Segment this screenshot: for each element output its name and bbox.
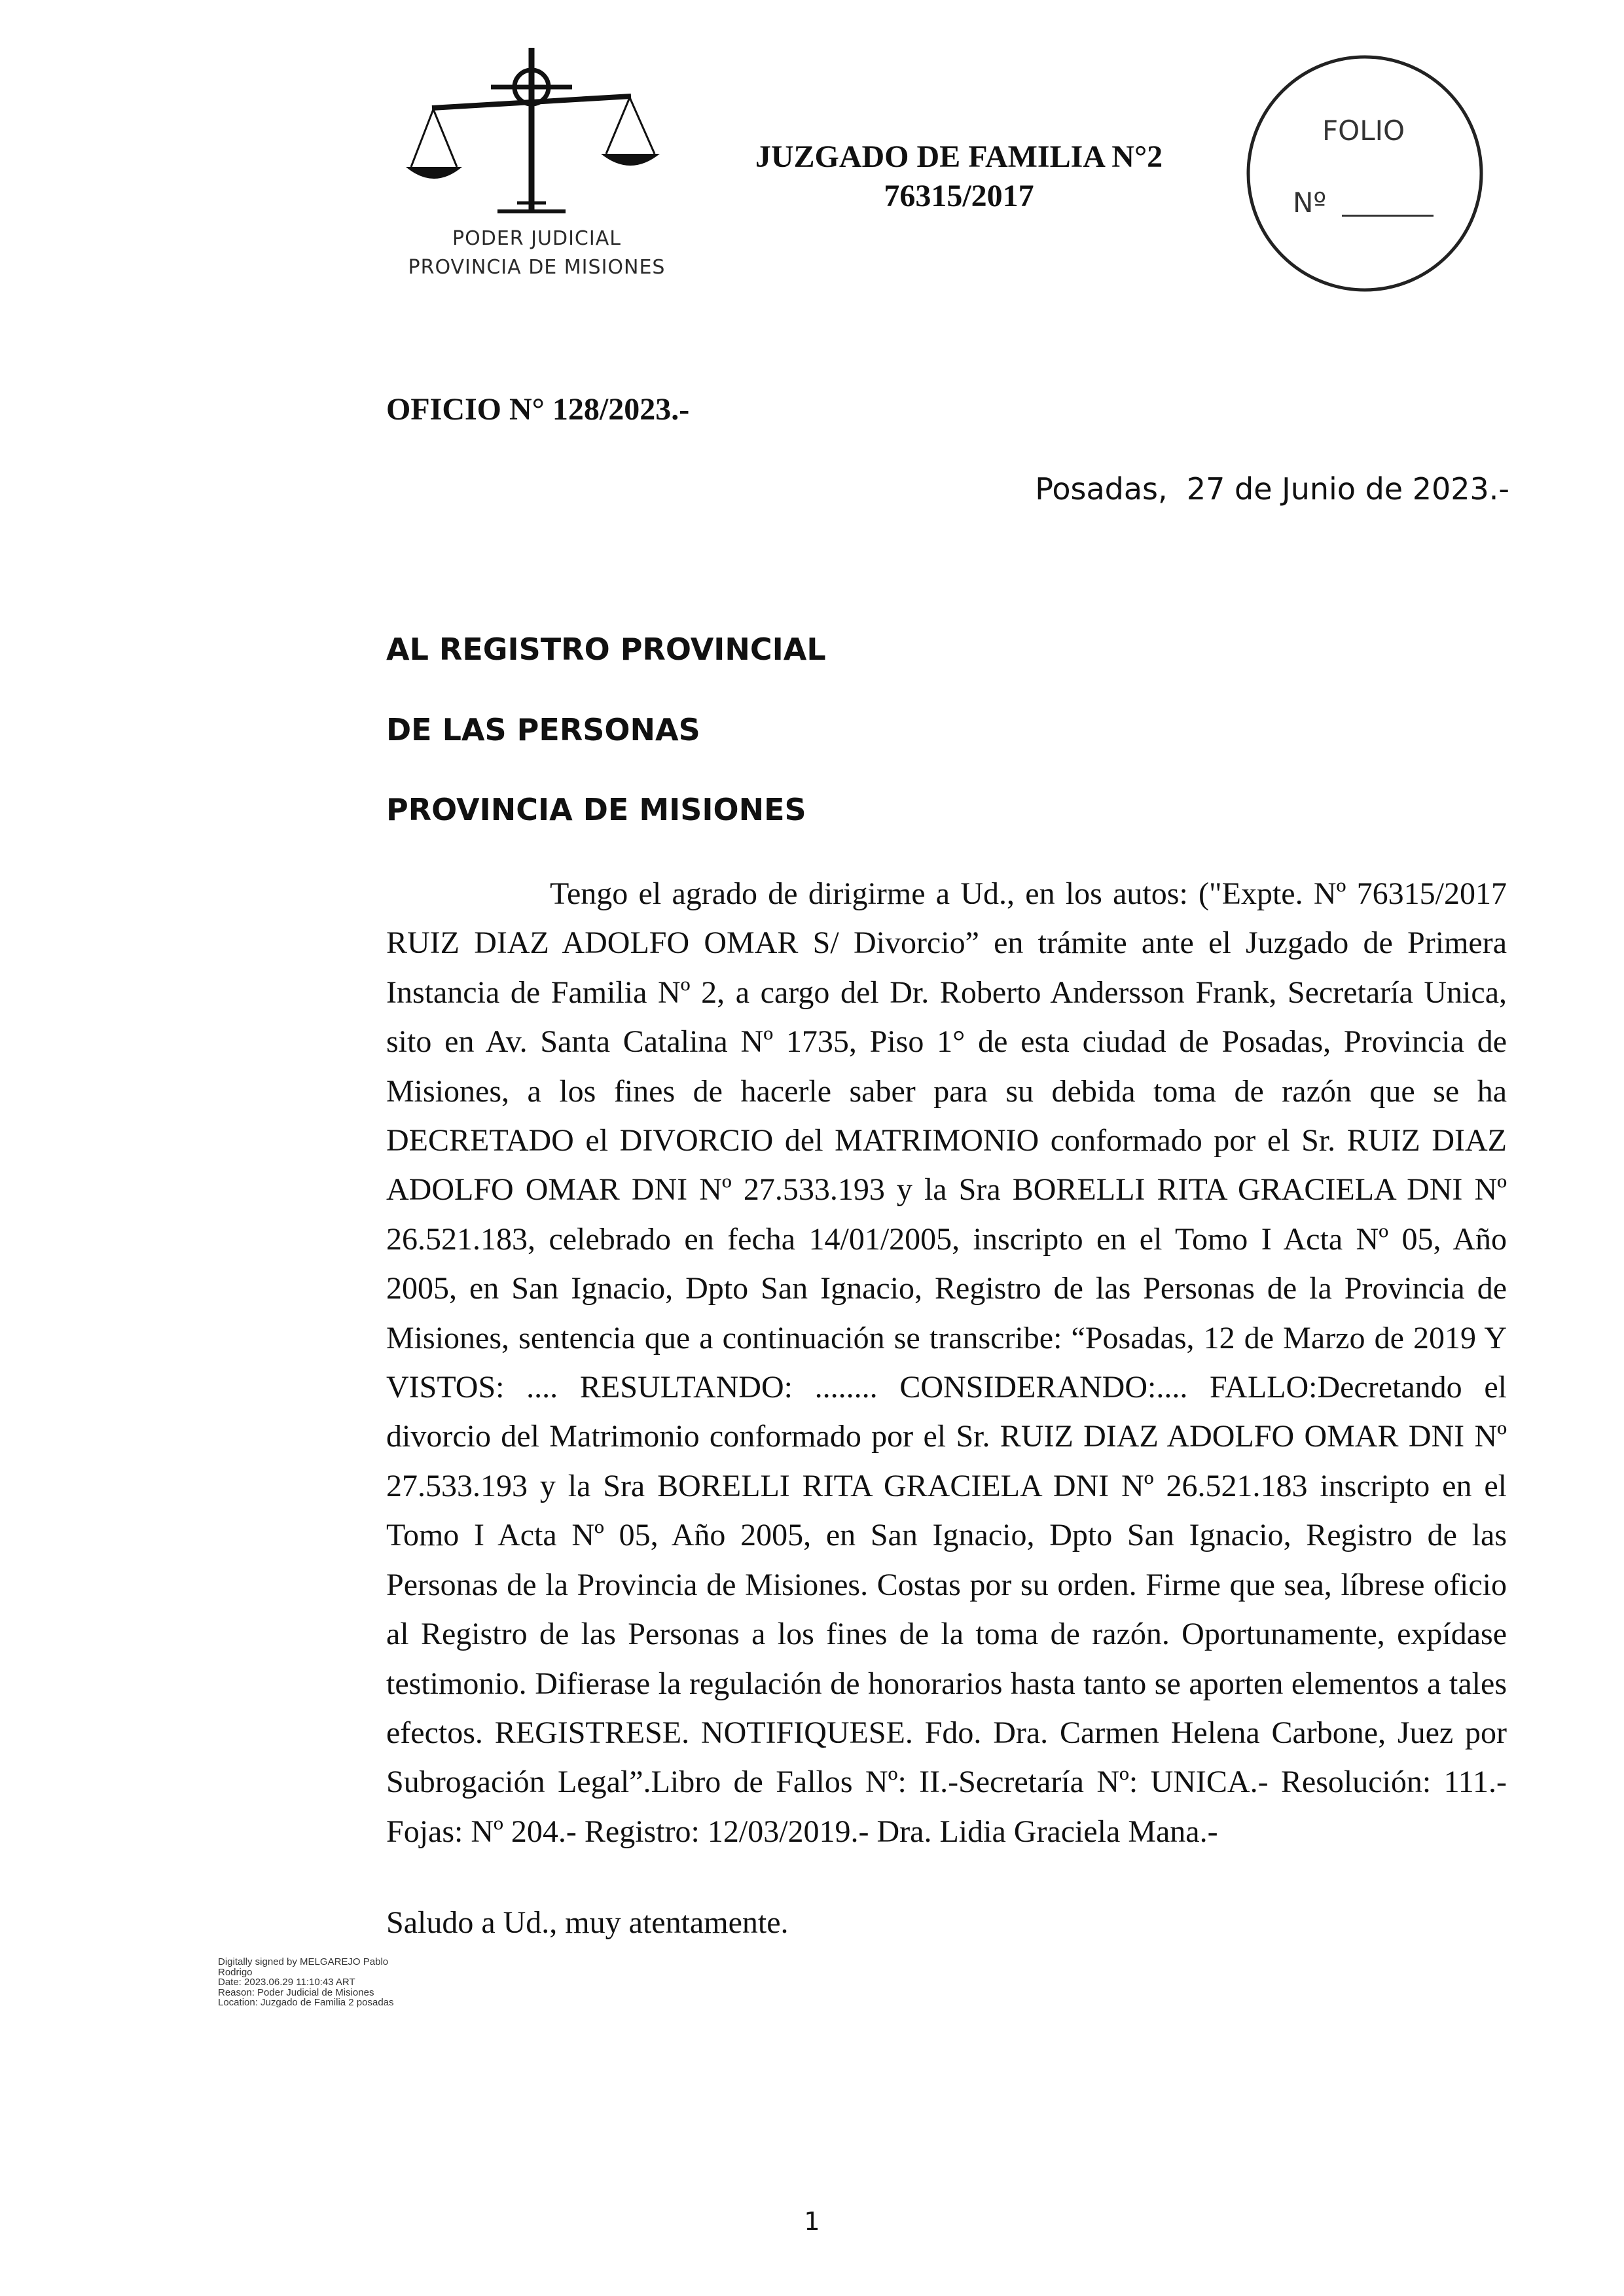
signature-location: Location: Juzgado de Familia 2 posadas [218, 1997, 394, 2008]
folio-stamp [1244, 52, 1486, 295]
folio-number-label: Nº [1293, 187, 1327, 219]
oficio-number: OFICIO N° 128/2023.- [386, 392, 690, 427]
closing-line: Saludo a Ud., muy atentamente. [386, 1905, 789, 1940]
folio-label: FOLIO [1322, 115, 1405, 147]
signature-signed-by: Digitally signed by MELGAREJO Pablo [218, 1956, 389, 1967]
signature-reason: Reason: Poder Judicial de Misiones [218, 1986, 374, 1998]
scales-of-justice-icon [393, 36, 681, 226]
poder-judicial-logo [393, 36, 681, 298]
signature-signed-by-cont: Rodrigo [218, 1966, 253, 1978]
digital-signature [218, 1957, 454, 2008]
logo-line-provincia: PROVINCIA DE MISIONES [408, 256, 666, 279]
logo-line-poder-judicial: PODER JUDICIAL [452, 227, 621, 250]
court-name: JUZGADO DE FAMILIA N°2 [755, 139, 1163, 174]
folio-stamp-circle [1244, 52, 1486, 295]
case-number: 76315/2017 [884, 179, 1034, 213]
date-line: Posadas, 27 de Junio de 2023.- [1035, 471, 1509, 507]
body-paragraph: Tengo el agrado de dirigirme a Ud., en los autos: ("Expte. Nº 76315/2017 RUIZ DIAZ ADOLFO OMAR S/ Divorcio” en trámite ante el Juzgado de Primera Instancia de Familia Nº 2, a cargo del Dr. Roberto Andersson Frank, Secretaría Unica, sito en Av. Santa Catalina Nº 1735, Piso 1° de esta ciudad de Posadas, Provincia de Misiones, a los fines de hacerle saber para su debida toma de razón que se ha DECRETADO el DIVORCIO del MATRIMONIO conformado por el Sr. RUIZ DIAZ ADOLFO OMAR DNI Nº 27.533.193 y la Sra BORELLI RITA GRACIELA DNI Nº 26.521.183, celebrado en fecha 14/01/2005, inscripto en el Tomo I Acta Nº 05, Año 2005, en San Ignacio, Dpto San Ignacio, Registro de las Personas de la Provincia de Misiones, sentencia que a continuación se transcribe: “Posadas, 12 de Marzo de 2019 Y VISTOS: .... RESULTANDO: ........ CONSIDERANDO:.... FALLO:Decretando el divorcio del Matrimonio conformado por el Sr. RUIZ DIAZ ADOLFO OMAR DNI Nº 27.533.193 y la Sra BORELLI RITA GRACIELA DNI Nº 26.521.183 inscripto en el Tomo I Acta Nº 05, Año 2005, en San Ignacio, Dpto San Ignacio, Registro de las Personas de la Provincia de Misiones. Costas por su orden. Firme que sea, líbrese oficio al Registro de las Personas a los fines de la toma de razón. Oportunamente, expídase testimonio. Difierase la regulación de honorarios hasta tanto se aporten elementos a tales efectos. REGISTRESE. NOTIFIQUESE. Fdo. Dra. Carmen Helena Carbone, Juez por Subrogación Legal”.Libro de Fallos Nº: II.-Secretaría Nº: UNICA.- Resolución: 111.- Fojas: Nº 204.- Registro: 12/03/2019.- Dra. Lidia Graciela Mana.- [386, 876, 1507, 1849]
recipient-line-2: DE LAS PERSONAS [386, 712, 700, 747]
folio-number-blank [1342, 215, 1434, 217]
court-header [707, 137, 1211, 216]
page-number: 1 [804, 2207, 820, 2236]
recipient-line-1: AL REGISTRO PROVINCIAL [386, 632, 826, 667]
signature-date: Date: 2023.06.29 11:10:43 ART [218, 1977, 355, 1988]
recipient-line-3: PROVINCIA DE MISIONES [386, 792, 806, 827]
